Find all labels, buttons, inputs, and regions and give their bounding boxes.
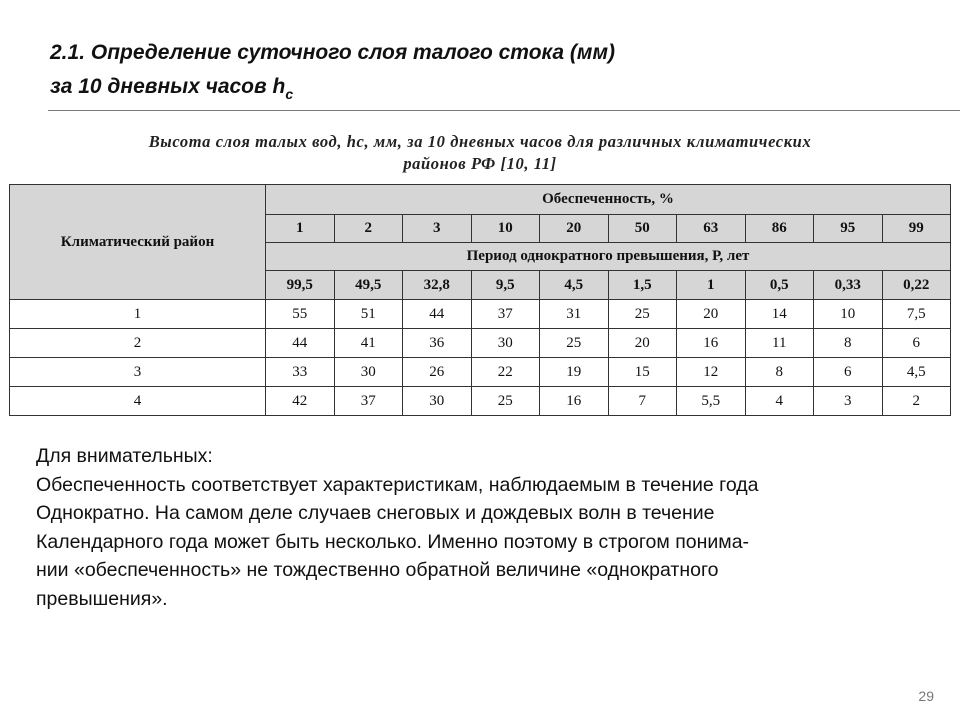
probability-cell: 20 — [540, 215, 609, 243]
period-cell: 0,5 — [745, 271, 814, 300]
value-cell: 30 — [471, 329, 540, 358]
table-row — [10, 300, 951, 329]
melt-water-table — [9, 184, 951, 416]
table-caption — [60, 131, 900, 175]
value-cell: 25 — [608, 300, 677, 329]
value-cell: 51 — [334, 300, 403, 329]
note-line: Календарного года может быть несколько. Именно поэтому в строгом понима- — [36, 530, 750, 553]
note-text — [36, 442, 936, 613]
note-line: нии «обеспеченность» не тождественно обратной величине «однократного — [36, 559, 719, 581]
value-cell: 7 — [608, 387, 677, 416]
page-number: 29 — [918, 688, 934, 704]
value-cell: 33 — [266, 358, 335, 387]
value-cell: 30 — [334, 358, 403, 387]
value-cell: 41 — [334, 329, 403, 358]
value-cell: 25 — [540, 329, 609, 358]
value-cell: 6 — [882, 329, 951, 358]
value-cell: 26 — [403, 358, 472, 387]
period-cell: 9,5 — [471, 271, 540, 300]
probability-cell: 1 — [266, 215, 335, 243]
value-cell: 31 — [540, 300, 609, 329]
slide-title-line-2-text: за 10 дневных часов h — [50, 75, 286, 98]
period-cell: 0,33 — [814, 271, 883, 300]
probability-cell: 50 — [608, 215, 677, 243]
region-cell: 3 — [10, 358, 266, 387]
value-cell: 8 — [814, 329, 883, 358]
period-cell: 0,22 — [882, 271, 951, 300]
value-cell: 36 — [403, 329, 472, 358]
value-cell: 42 — [266, 387, 335, 416]
slide-title-subscript: c — [285, 86, 294, 102]
value-cell: 15 — [608, 358, 677, 387]
slide-title-line-1: 2.1. Определение суточного слоя талого стока (мм) — [50, 41, 615, 64]
probability-cell: 63 — [677, 215, 746, 243]
region-cell: 2 — [10, 329, 266, 358]
note-line: Однократно. На самом деле случаев снеговых и дождевых волн в течение — [36, 502, 715, 524]
slide-title-line-2 — [50, 70, 910, 111]
probability-cell: 2 — [334, 215, 403, 243]
note-line: Обеспеченность соответствует характеристикам, наблюдаемым в течение года — [36, 473, 759, 496]
region-column-header: Климатический район — [10, 185, 266, 300]
value-cell: 20 — [608, 329, 677, 358]
value-cell: 20 — [677, 300, 746, 329]
value-cell: 37 — [334, 387, 403, 416]
value-cell: 25 — [471, 387, 540, 416]
period-cell: 49,5 — [334, 271, 403, 300]
period-cell: 1 — [677, 271, 746, 300]
note-line: Для внимательных: — [36, 445, 213, 467]
value-cell: 44 — [266, 329, 335, 358]
value-cell: 55 — [266, 300, 335, 329]
period-cell: 32,8 — [403, 271, 472, 300]
table-body — [10, 300, 951, 416]
probability-cell: 99 — [882, 215, 951, 243]
table-row — [10, 329, 951, 358]
value-cell: 22 — [471, 358, 540, 387]
probability-cell: 3 — [403, 215, 472, 243]
probability-cell: 10 — [471, 215, 540, 243]
value-cell: 44 — [403, 300, 472, 329]
value-cell: 10 — [814, 300, 883, 329]
probability-header: Обеспеченность, % — [266, 185, 951, 215]
value-cell: 16 — [540, 387, 609, 416]
value-cell: 37 — [471, 300, 540, 329]
value-cell: 5,5 — [677, 387, 746, 416]
value-cell: 16 — [677, 329, 746, 358]
value-cell: 4,5 — [882, 358, 951, 387]
probability-cell: 86 — [745, 215, 814, 243]
value-cell: 7,5 — [882, 300, 951, 329]
value-cell: 2 — [882, 387, 951, 416]
table-caption-line-1: Высота слоя талых вод, hс, мм, за 10 дневных часов для различных климатических — [148, 132, 812, 151]
table-row — [10, 358, 951, 387]
value-cell: 14 — [745, 300, 814, 329]
slide-title — [50, 36, 910, 111]
value-cell: 11 — [745, 329, 814, 358]
value-cell: 3 — [814, 387, 883, 416]
region-cell: 1 — [10, 300, 266, 329]
period-header: Период однократного превышения, Р, лет — [266, 243, 951, 271]
period-cell: 1,5 — [608, 271, 677, 300]
period-cell: 99,5 — [266, 271, 335, 300]
value-cell: 6 — [814, 358, 883, 387]
value-cell: 19 — [540, 358, 609, 387]
title-divider — [48, 110, 960, 111]
value-cell: 4 — [745, 387, 814, 416]
period-cell: 4,5 — [540, 271, 609, 300]
value-cell: 12 — [677, 358, 746, 387]
table-row — [10, 387, 951, 416]
note-line: превышения». — [36, 587, 168, 610]
region-cell: 4 — [10, 387, 266, 416]
table-caption-line-2: районов РФ [10, 11] — [403, 154, 557, 173]
probability-cell: 95 — [814, 215, 883, 243]
value-cell: 8 — [745, 358, 814, 387]
value-cell: 30 — [403, 387, 472, 416]
